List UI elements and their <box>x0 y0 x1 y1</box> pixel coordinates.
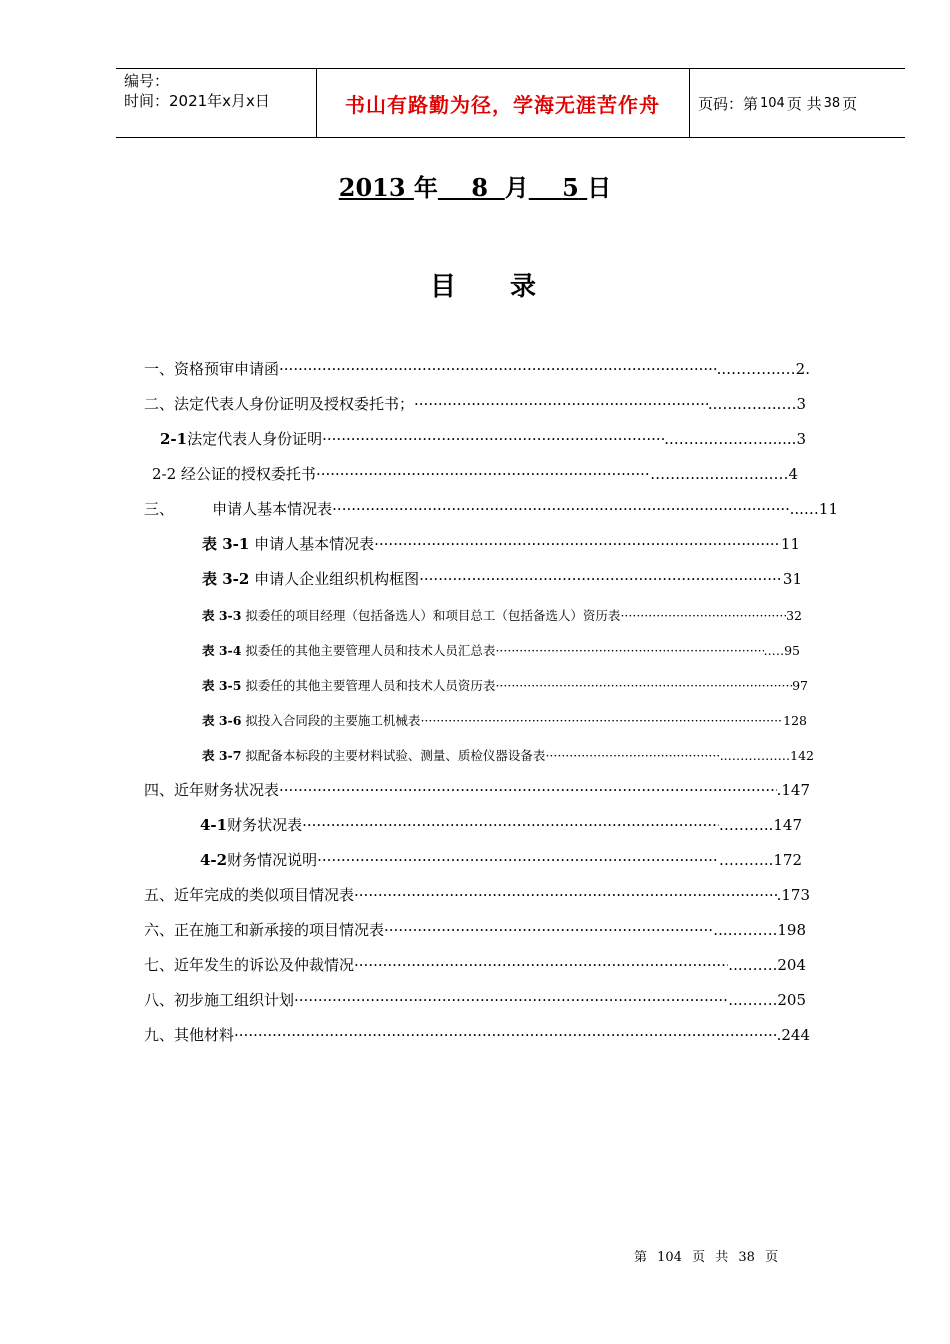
leader-dots <box>317 849 719 871</box>
leader-dots <box>420 711 783 731</box>
header-motto-cell <box>316 69 690 137</box>
leader-dots <box>545 746 719 766</box>
footer-page-number: 104 <box>657 1250 682 1265</box>
leader-dots <box>384 919 713 941</box>
toc-entry[interactable]: 表 3-5 拟委任的其他主要管理人员和技术人员资历表 ····· 97 <box>202 676 808 696</box>
toc-page: ..………..…2. <box>716 360 810 378</box>
footer-page-total: 38 <box>738 1250 755 1265</box>
toc-page: 11 <box>780 535 800 553</box>
date-month: 8 <box>471 173 489 202</box>
date-year-unit: 年 <box>413 173 438 202</box>
toc-page: 128 <box>783 713 807 728</box>
toc-page: ………..147 <box>718 816 802 834</box>
page-footer: 第 104 页 共 38 页 <box>634 1250 779 1265</box>
toc-page: ...……….198 <box>713 921 806 939</box>
serial-label: 编号： <box>124 72 170 90</box>
document-date <box>0 168 950 203</box>
leader-dots <box>322 428 664 450</box>
toc-entry[interactable]: 三、 申请人基本情况表 ····· ...…11 <box>144 498 838 520</box>
toc-entry[interactable]: 表 3-1 申请人基本情况表 ····· 11 <box>202 533 800 555</box>
toc-entry[interactable]: 表 3-3 拟委任的项目经理（包括备选人）和项目总工（包括备选人）资历表 ····· 32 <box>202 606 802 626</box>
motto-text: 书山有路勤为径，学海无涯苦作舟 <box>345 92 660 117</box>
toc-entry[interactable]: 表 3-7 拟配备本标段的主要材料试验、测量、质检仪器设备表 ····· ..……………142 <box>202 746 814 766</box>
toc-entry[interactable]: 六、正在施工和新承接的项目情况表 ····· ...……….198 <box>144 919 806 941</box>
leader-dots <box>234 1024 777 1046</box>
toc-page: ..…95 <box>763 643 800 658</box>
page-suffix: 页 <box>842 94 858 113</box>
toc-entry[interactable]: 表 3-6 拟投入合同段的主要施工机械表 ····· 128 <box>202 711 807 731</box>
date-year: 2013 <box>338 173 406 202</box>
leader-dots <box>332 498 789 520</box>
toc-entry[interactable]: 2-1 法定代表人身份证明 ····· ..……..…..……......3 <box>160 428 806 450</box>
header-meta-cell <box>116 69 317 137</box>
toc-page: .244 <box>776 1026 810 1044</box>
toc-entry[interactable]: 表 3-2 申请人企业组织机构框图 ····· 31 <box>202 568 802 590</box>
page-number: 104 <box>760 95 785 111</box>
leader-dots <box>495 641 763 661</box>
leader-dots <box>279 358 717 380</box>
page-mid: 页 共 <box>786 94 822 113</box>
toc-page: .173 <box>776 886 810 904</box>
toc-entry[interactable]: 表 3-4 拟委任的其他主要管理人员和技术人员汇总表 ····· ..…95 <box>202 641 800 661</box>
page-prefix: 页码：第 <box>698 94 759 113</box>
toc-entry[interactable]: 七、近年发生的诉讼及仲裁情况 ····· ...…….204 <box>144 954 806 976</box>
toc-title: 目录 <box>429 272 590 302</box>
leader-dots <box>419 568 783 590</box>
page-total: 38 <box>823 95 841 111</box>
toc-page: .147 <box>776 781 810 799</box>
page-header <box>116 68 905 138</box>
toc-entry[interactable]: 九、其他材料 ····· .244 <box>144 1024 810 1046</box>
leader-dots <box>354 884 777 906</box>
leader-dots <box>294 989 728 1011</box>
toc-entry[interactable]: 二、法定代表人身份证明及授权委托书； ····· ..…..……..…3 <box>144 393 806 415</box>
toc-page: ...…….204 <box>728 956 806 974</box>
toc-entry[interactable]: 一、资格预审申请函 ····· ..………..…2. <box>144 358 810 380</box>
toc-entry[interactable]: 八、初步施工组织计划 ····· ...…….205 <box>144 989 806 1011</box>
toc-page: ………..172 <box>718 851 802 869</box>
toc-page: ………...…..……..…4 <box>650 465 798 483</box>
toc-page: ...…….205 <box>728 991 806 1009</box>
toc-entry[interactable]: 4-1 财务状况表 ····· ………..147 <box>200 814 802 836</box>
date-month-unit: 月 <box>504 173 529 202</box>
toc-entry[interactable]: 五、近年完成的类似项目情况表 ····· .173 <box>144 884 810 906</box>
leader-dots <box>302 814 719 836</box>
leader-dots <box>374 533 781 555</box>
leader-dots <box>495 676 792 696</box>
toc-page: ..……………142 <box>719 748 814 763</box>
leader-dots <box>414 393 708 415</box>
time-label: 时间：2021年x月x日 <box>124 92 270 110</box>
toc-page: ..……..…..……......3 <box>664 430 806 448</box>
header-page-cell <box>690 69 913 137</box>
toc-entry[interactable]: 4-2 财务情况说明 ····· ………..172 <box>200 849 802 871</box>
toc-page: 31 <box>782 570 802 588</box>
leader-dots <box>316 463 650 485</box>
toc-entry[interactable]: 四、近年财务状况表 ····· .147 <box>144 779 810 801</box>
toc-entry[interactable]: 2-2 经公证的授权委托书 ····· ………...…..……..…4 <box>152 463 798 485</box>
date-day-unit: 日 <box>587 173 612 202</box>
toc-page: 32 <box>786 608 802 623</box>
toc-page: ..…..……..…3 <box>707 395 806 413</box>
toc-page: ...…11 <box>789 500 838 518</box>
leader-dots <box>620 606 786 626</box>
date-day: 5 <box>562 173 579 202</box>
toc-page: 97 <box>792 678 808 693</box>
leader-dots <box>279 779 777 801</box>
leader-dots <box>354 954 728 976</box>
